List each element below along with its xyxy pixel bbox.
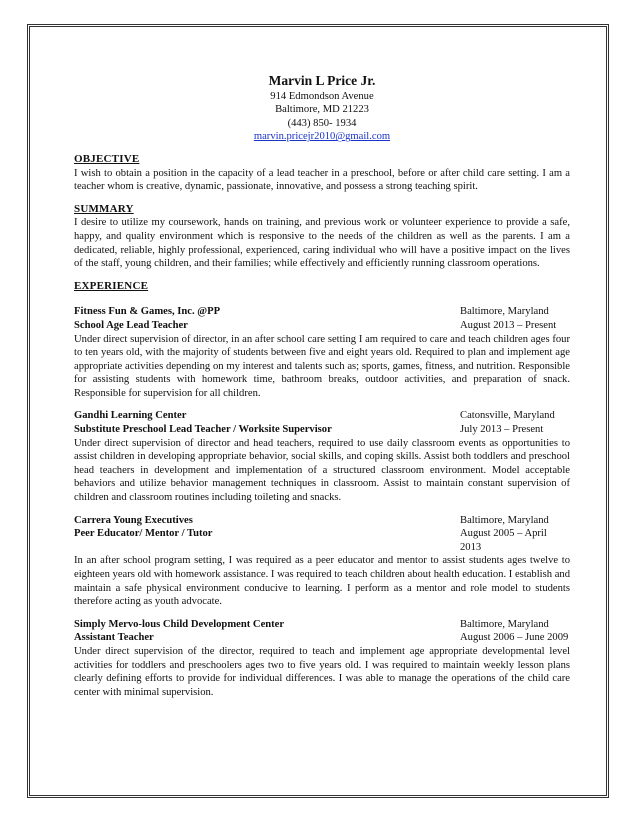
job-location: Catonsville, Maryland [460,410,555,422]
job-dates: August 2006 – June 2009 [460,632,569,644]
job-entry [74,618,570,700]
job-role: Peer Educator/ Mentor / Tutor [74,528,213,540]
job-company: Simply Mervo-lous Child Development Center [74,618,285,630]
street-address: 914 Edmondson Avenue [270,90,374,102]
job-description: Under direct supervision of director, in an after school care setting I am required to care and teach children ages four to ten years old, with the majority of students between five and eight years old. Required to plan and implement age appropriate activities depending on my interest and talents such as; sports, games, fitness, and nutrition. Responsible for assisting students with homework time, bathroom breaks, outdoor activities, and preparation of snack. Responsible for supervision for all children. [74,333,570,399]
job-description: In an after school program setting, I was required as a peer educator and mentor to assist students ages twelve to eighteen years old with homework assistance. I was required to teach children about health education. I establish and maintain a safe physical environment conducive to learning. I perform as a mentor and role model to students therefore acting as youth advocate. [74,555,570,608]
job-role: School Age Lead Teacher [74,319,188,331]
summary-text: I desire to utilize my coursework, hands on training, and previous work or volunteer experience to provide a safe, happy, and quality environment which is responsive to the needs of the children as well as the parents. I am a dedicated, reliable, highly professional, experienced, caring individual who will have a positive impact on the lives of the staff, young children, and their families; while effectively and efficiently running classroom operations. [74,217,570,270]
job-location: Baltimore, Maryland [460,306,549,318]
job-location: Baltimore, Maryland [460,514,549,526]
phone-number: (443) 850- 1934 [287,117,357,129]
experience-heading: EXPERIENCE [74,279,149,292]
job-dates: August 2005 – April 2013 [460,528,547,553]
job-description: Under direct supervision of the director, required to teach and implement age appropriate developmental level activities for toddlers and preschoolers ages two to five years old. I was required to maintain weekly lesson plans clearly defining efforts to provide for individual differences. I was able to manage the operations of the child care center with minimal supervision. [74,645,570,698]
job-entry [74,409,570,504]
job-role: Assistant Teacher [74,632,154,644]
job-dates: August 2013 – Present [460,319,557,331]
job-company: Fitness Fun & Games, Inc. @PP [74,306,221,318]
summary-heading: SUMMARY [74,202,134,215]
job-company: Carrera Young Executives [74,514,193,526]
resume-page [74,74,570,699]
experience-section [74,280,570,700]
resume-header [74,74,570,144]
job-role: Substitute Preschool Lead Teacher / Worksite Supervisor [74,424,332,436]
objective-text: I wish to obtain a position in the capacity of a lead teacher in a preschool, before or after child care setting. I am a teacher whom is creative, dynamic, passionate, innovative, and possess a strong teaching spirit. [74,167,570,193]
objective-section [74,153,570,194]
applicant-name: Marvin L Price Jr. [268,73,376,88]
summary-section [74,203,570,271]
objective-heading: OBJECTIVE [74,152,140,165]
city-state-zip: Baltimore, MD 21223 [275,104,369,116]
job-description: Under direct supervision of director and head teachers, required to use daily classroom events as opportunities to assist children in developing appropriate behavior, social skills, and coping skills. Assist both toddlers and preschool head teachers in development and implementation of a structured classroom environment. Model acceptable behaviors and utilize behavior management techniques in classroom. Assist to maintain constant supervision of children and classroom routines including toileting and snacks. [74,437,570,504]
email-link[interactable]: marvin.pricejr2010@gmail.com [253,131,391,143]
job-location: Baltimore, Maryland [460,618,549,630]
job-entry [74,305,570,400]
job-company: Gandhi Learning Center [74,410,187,422]
job-entry [74,514,570,609]
job-dates: July 2013 – Present [460,424,544,436]
